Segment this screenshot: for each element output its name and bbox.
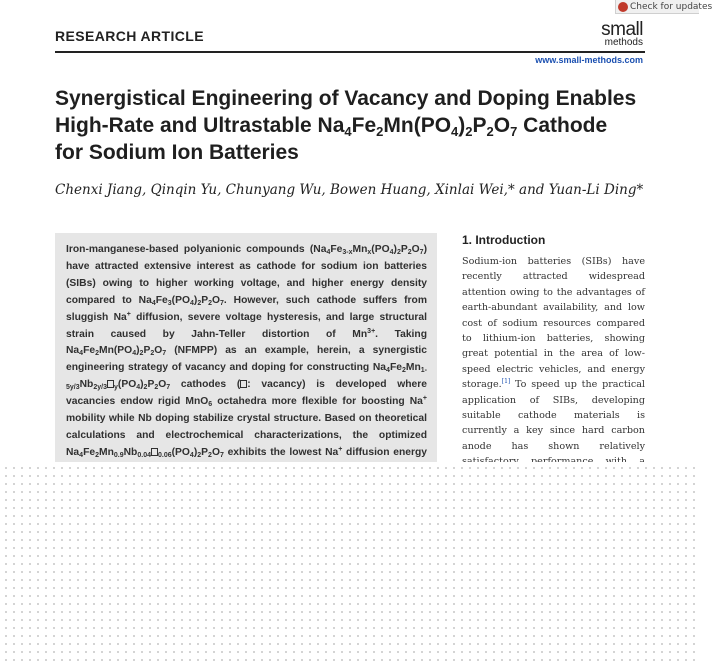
- abstract-box: [55, 233, 437, 463]
- vacancy-symbol-icon: [107, 380, 114, 388]
- journal-logo-small: small: [601, 19, 643, 40]
- title-line-3: for Sodium Ion Batteries: [55, 141, 299, 164]
- unloaded-page-area: [0, 462, 699, 664]
- abstract-text: Iron-manganese-based polyanionic compounds $(Na_4Fe_{3-x}Mn_x(PO_4)_2P_2O_7)$ have attracted extensive interest as cathode for sodium ion batteries (SIBs) owing to higher working voltage, and higher energy density compared to $Na_4Fe_3(PO_4)_2P_2O_7$. However, such cathode suffers from sluggish Na+ diffusion, severe voltage hysteresis, and large structural strain caused by Jahn-Teller distortion of $Mn^{3+}$. Taking $Na_4Fe_2Mn(PO_4)_2P_2O_7$ (NFMPP) as an example, herein, a synergistic engineering strategy of vacancy and doping for constructing $Na_4Fe_2Mn_{1-5y/3}Nb_{2y/3}$ $_y(PO_4)_2P_2O_7$ cathodes ( : vacancy) is developed where vacancies endow rigid MnO$_6$ octahedra more flexible for boosting Na+ mobility while Nb doping stabilize crystal structure. Based on theoretical calculations and electrochemical characterizations, the optimized $Na_4Fe_2Mn_{0.9}Nb_{0.04}$ $_{0.06}(PO_4)_2P_2O_7$ exhibits the lowest Na+ diffusion energy: [66, 244, 428, 459]
- title-line-1: Synergistical Engineering of Vacancy and Doping Enables: [55, 87, 637, 110]
- journal-logo-methods: methods: [604, 37, 643, 48]
- check-for-updates-button[interactable]: [615, 0, 712, 14]
- journal-url-link[interactable]: www.small-methods.com: [535, 55, 643, 65]
- journal-logo: [601, 20, 643, 48]
- citation-link[interactable]: [1]: [501, 378, 511, 386]
- title-line-2: High-Rate and Ultrastable $Na_4Fe_2Mn(PO_4)_2P_2O_7$ Cathode: [55, 114, 608, 139]
- introduction-text: Sodium-ion batteries (SIBs) have recently attracted widespread attention owing to the advantages of earth-abundant availability, and low cost of sodium resources compared to lithium-ion batteries, showing great potential in the area of low-speed electric vehicles, and energy storage.[1] To speed up the practical application of SIBs, developing suitable cathode materials is currently a key since hard carbon anode has shown relatively: [462, 254, 645, 462]
- check-for-updates-label: Check for updates: [630, 2, 712, 12]
- author-list: Chenxi Jiang, Qinqin Yu, Chunyang Wu, Bowen Huang, Xinlai Wei,* and Yuan-Li Ding*: [55, 182, 644, 198]
- vacancy-symbol-icon: [151, 448, 158, 456]
- article-type-label: RESEARCH ARTICLE: [55, 28, 204, 44]
- article-title: [55, 85, 645, 166]
- introduction-heading: 1. Introduction: [462, 233, 546, 247]
- header-divider: [55, 51, 645, 53]
- crossmark-icon: [618, 2, 628, 12]
